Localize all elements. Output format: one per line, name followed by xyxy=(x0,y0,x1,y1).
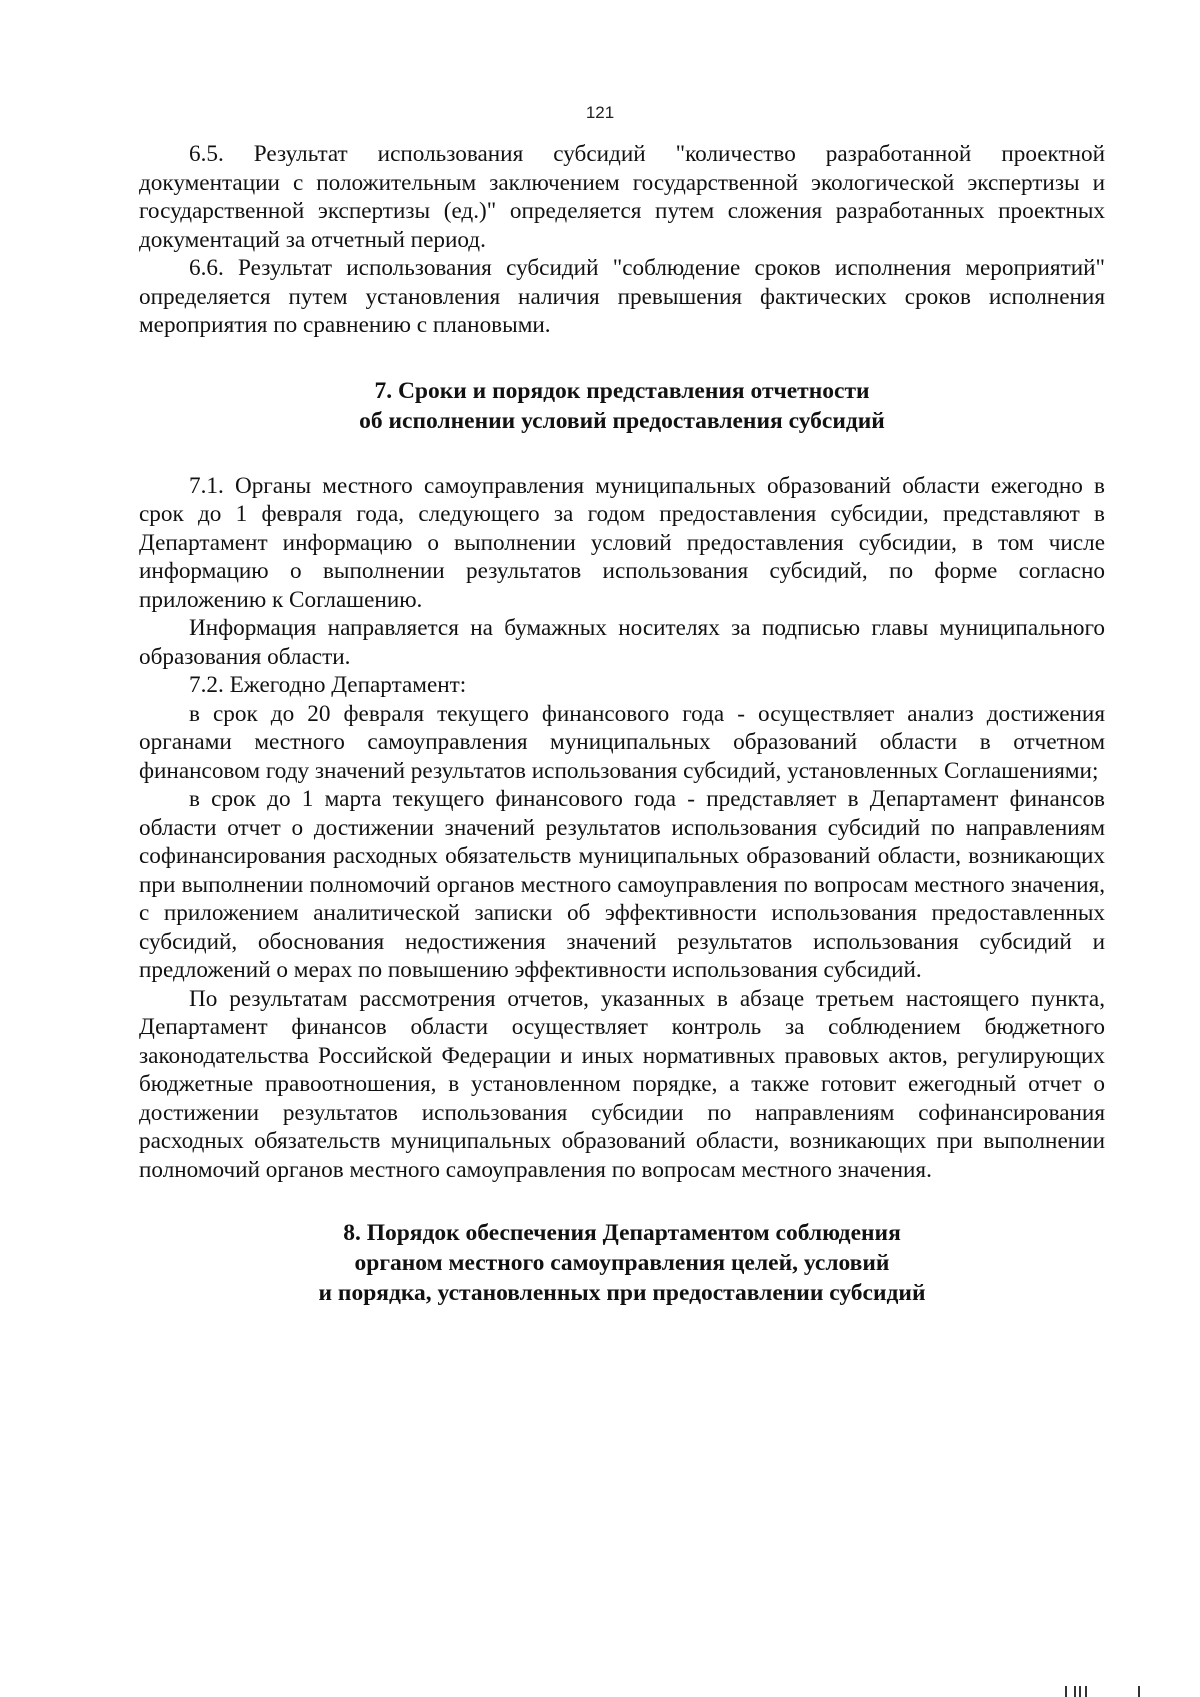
paragraph-6-6: 6.6. Результат использования субсидий "соблюдение сроков исполнения мероприятий" определяется путем установления наличия превышения фактических сроков исполнения мероприятия по сравнению с плановыми. xyxy=(139,255,1105,338)
paragraph-7-1: 7.1. Органы местного самоуправления муниципальных образований области ежегодно в срок до 1 февраля года, следующего за годом предоставления субсидии, представляют в Департамент информацию о выполнении условий предоставления субсидии, в том числе информацию о выполнении результатов использования субсидий, по форме согласно приложению к Соглашению. xyxy=(139,472,1105,613)
section-7-title-line-1: 7. Сроки и порядок представления отчетности xyxy=(374,377,870,404)
section-7-title-line-2: об исполнении условий предоставления субсидий xyxy=(359,407,885,434)
paragraph-7-2-results: По результатам рассмотрения отчетов, указанных в абзаце третьем настоящего пункта, Департамент финансов области осуществляет контроль за соблюдением бюджетного законодательства Российской Федерации и иных нормативных правовых актов, регулирующих бюджетные правоотношения, в установленном порядке, а также готовит ежегодный отчет о достижении результатов использования субсидии по направлениям софинансирования расходных обязательств муниципальных образований области, возникающих при выполнении полномочий органов местного самоуправления по вопросам местного значения. xyxy=(139,985,1105,1183)
paragraph-7-2-feb: в срок до 20 февраля текущего финансового года - осуществляет анализ достижения органами местного самоуправления муниципальных образований области в отчетном финансовом году значений результатов использования субсидий, установленных Соглашениями; xyxy=(139,700,1105,784)
page-content xyxy=(139,140,1105,1308)
section-8-title-line-1: 8. Порядок обеспечения Департаментом соблюдения xyxy=(343,1220,901,1246)
page-number: 121 xyxy=(585,103,615,122)
paragraph-6-5: 6.5. Результат использования субсидий "количество разработанной проектной документации с положительным заключением государственной экологической экспертизы и государственной экспертизы (ед.)" определяется путем сложения разработанных проектных документаций за отчетный период. xyxy=(139,141,1105,253)
scan-edge-marks xyxy=(1065,1685,1145,1697)
section-8-title-line-2: органом местного самоуправления целей, условий xyxy=(354,1250,890,1276)
paragraph-7-2: 7.2. Ежегодно Департамент: xyxy=(189,672,467,698)
section-8-heading xyxy=(139,1218,1105,1308)
paragraph-7-1-info: Информация направляется на бумажных носителях за подписью главы муниципального образования области. xyxy=(139,615,1105,670)
section-7-heading xyxy=(139,376,1105,436)
section-8-title-line-3: и порядка, установленных при предоставлении субсидий xyxy=(318,1280,926,1306)
paragraph-7-2-mar: в срок до 1 марта текущего финансового года - представляет в Департамент финансов области отчет о достижении значений результатов использования субсидий по направлениям софинансирования расходных обязательств муниципальных образований области, возникающих при выполнении полномочий органов местного самоуправления по вопросам местного значения, с приложением аналитической записки об эффективности использования предоставленных субсидий, обоснования недостижения значений результатов использования субсидий и предложений о мерах по повышению эффективности использования субсидий. xyxy=(139,786,1105,983)
